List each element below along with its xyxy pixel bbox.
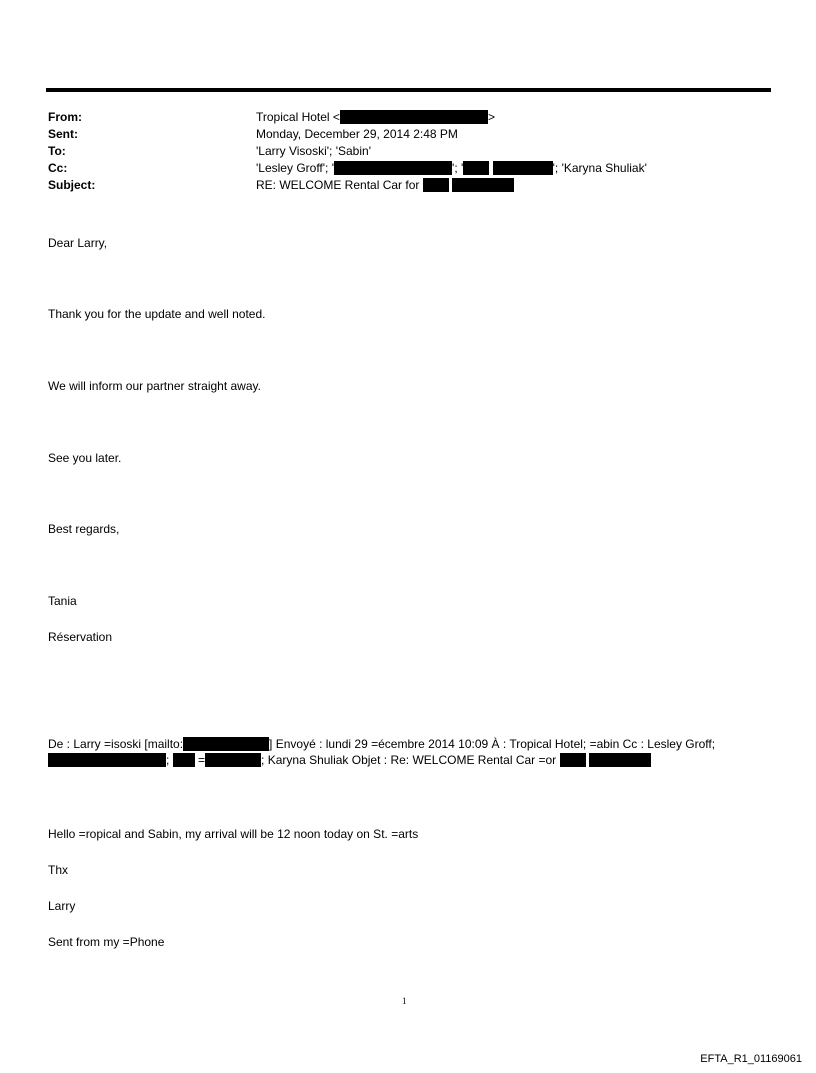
fwd-part-4: = — [198, 753, 206, 767]
body-line-1: Thank you for the update and well noted. — [48, 307, 266, 321]
redaction-box — [48, 753, 166, 767]
from-value — [256, 109, 495, 125]
redaction-box — [560, 753, 586, 767]
subject-text: RE: WELCOME Rental Car for — [256, 178, 420, 192]
forwarded-message: Hello =ropical and Sabin, my arrival will be 12 noon today on St. =arts — [48, 827, 419, 841]
fwd-part-3: ; — [166, 753, 170, 767]
from-name: Tropical Hotel < — [256, 110, 340, 124]
to-label: To: — [48, 144, 66, 158]
redaction-box — [334, 161, 452, 175]
signature-dept: Réservation — [48, 630, 113, 644]
redaction-box — [493, 161, 553, 175]
fwd-part-2: ] Envoyé : lundi 29 =écembre 2014 10:09 À : Tropical Hotel; =abin Cc : Lesley Groff; — [269, 737, 716, 751]
fwd-part-5: ; Karyna Shuliak Objet : Re: WELCOME Rental Car =or — [261, 753, 557, 767]
greeting: Dear Larry, — [48, 236, 108, 250]
body-line-3: See you later. — [48, 451, 122, 465]
redaction-box — [183, 737, 269, 751]
sent-label: Sent: — [48, 127, 78, 141]
redaction-box — [589, 753, 651, 767]
redaction-box — [173, 753, 195, 767]
forwarded-header — [48, 736, 748, 768]
fwd-part-1: De : Larry =isoski [mailto: — [48, 737, 184, 751]
redaction-box — [340, 110, 488, 124]
from-label: From: — [48, 110, 82, 124]
forwarded-name: Larry — [48, 899, 76, 913]
cc-part-3: '; 'Karyna Shuliak' — [552, 161, 647, 175]
subject-label: Subject: — [48, 178, 96, 192]
closing: Best regards, — [48, 522, 120, 536]
redaction-box — [452, 178, 514, 192]
redaction-box — [205, 753, 261, 767]
body-line-2: We will inform our partner straight away. — [48, 379, 261, 393]
cc-value — [256, 160, 647, 176]
to-value: 'Larry Visoski'; 'Sabin' — [256, 144, 371, 158]
forwarded-sent-from: Sent from my =Phone — [48, 935, 165, 949]
forwarded-thx: Thx — [48, 863, 69, 877]
page-number: 1 — [402, 996, 407, 1006]
header-rule — [46, 88, 771, 92]
cc-part-2: '; ' — [452, 161, 464, 175]
redaction-box — [463, 161, 489, 175]
cc-part-1: 'Lesley Groff'; ' — [256, 161, 335, 175]
cc-label: Cc: — [48, 161, 68, 175]
redaction-box — [423, 178, 449, 192]
sent-value: Monday, December 29, 2014 2:48 PM — [256, 127, 458, 141]
from-suffix: > — [487, 110, 495, 124]
subject-value — [256, 177, 514, 193]
document-id: EFTA_R1_01169061 — [700, 1053, 802, 1065]
signature-name: Tania — [48, 594, 77, 608]
